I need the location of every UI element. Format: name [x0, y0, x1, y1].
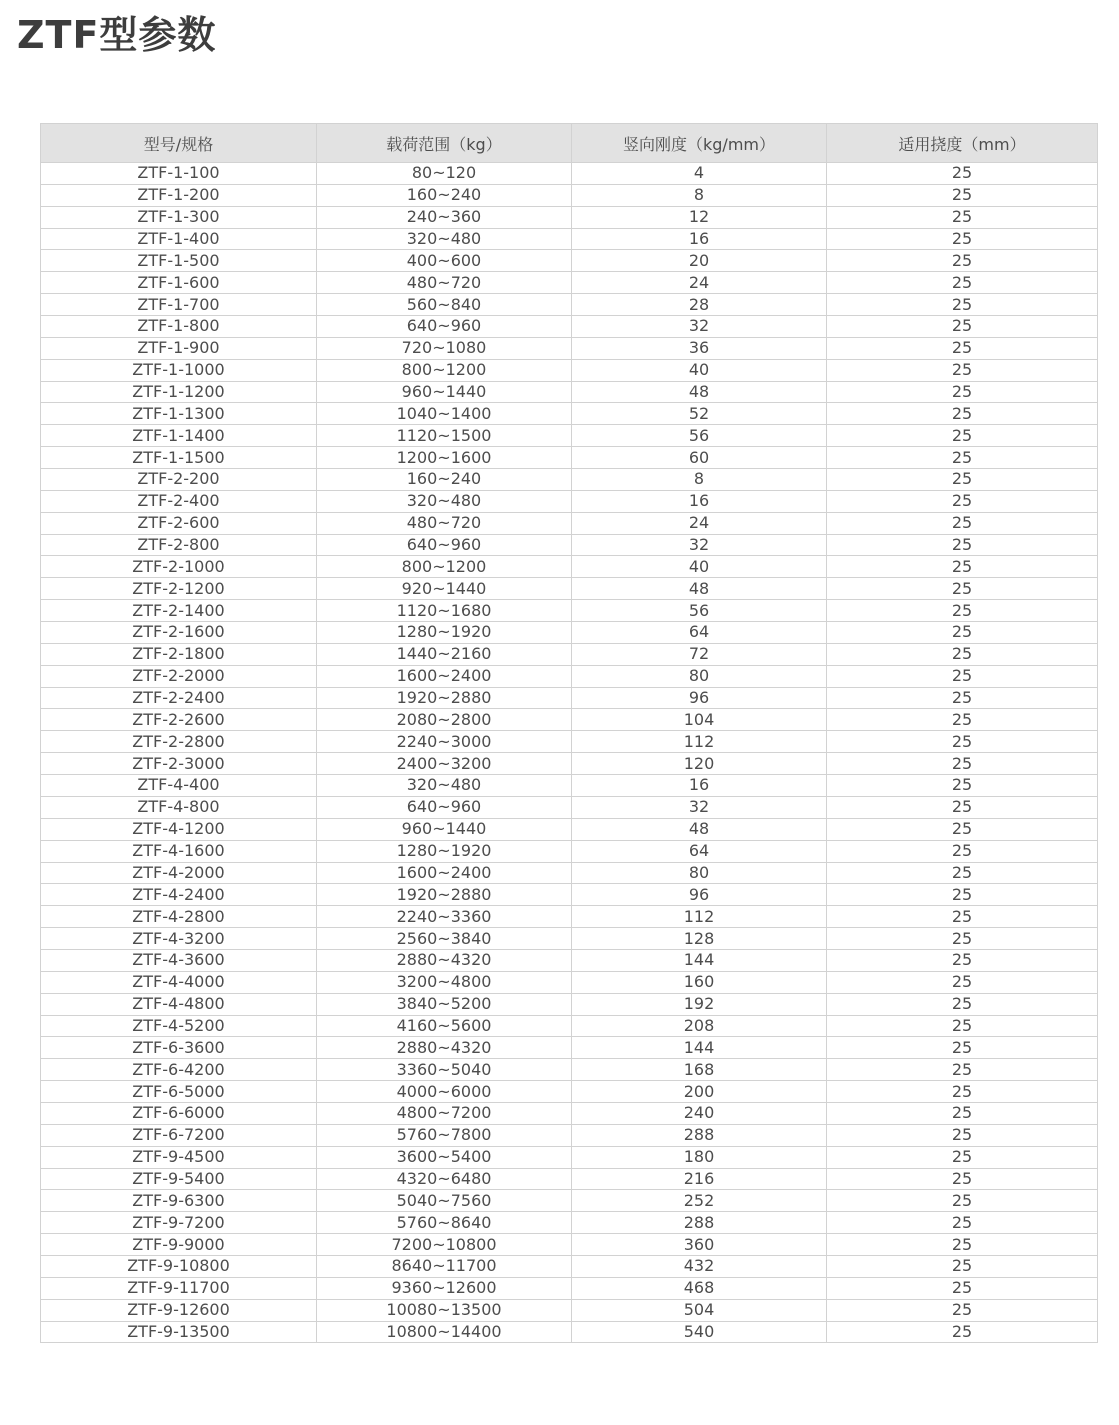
cell-load-range: 800~1200	[317, 556, 572, 578]
cell-load-range: 4000~6000	[317, 1081, 572, 1103]
table-row	[41, 534, 1098, 556]
cell-applicable-deflection: 25	[827, 600, 1098, 622]
cell-load-range: 320~480	[317, 490, 572, 512]
table-row	[41, 993, 1098, 1015]
cell-model-spec: ZTF-4-800	[41, 796, 317, 818]
cell-load-range: 960~1440	[317, 818, 572, 840]
cell-vertical-stiffness: 168	[572, 1059, 827, 1081]
cell-load-range: 480~720	[317, 512, 572, 534]
cell-load-range: 7200~10800	[317, 1234, 572, 1256]
cell-vertical-stiffness: 288	[572, 1124, 827, 1146]
cell-applicable-deflection: 25	[827, 731, 1098, 753]
cell-model-spec: ZTF-1-200	[41, 184, 317, 206]
table-row	[41, 840, 1098, 862]
cell-applicable-deflection: 25	[827, 1168, 1098, 1190]
cell-applicable-deflection: 25	[827, 294, 1098, 316]
cell-load-range: 320~480	[317, 228, 572, 250]
cell-applicable-deflection: 25	[827, 184, 1098, 206]
cell-applicable-deflection: 25	[827, 490, 1098, 512]
table-row	[41, 359, 1098, 381]
cell-model-spec: ZTF-4-2000	[41, 862, 317, 884]
cell-applicable-deflection: 25	[827, 949, 1098, 971]
cell-load-range: 1200~1600	[317, 447, 572, 469]
cell-applicable-deflection: 25	[827, 163, 1098, 185]
cell-model-spec: ZTF-9-9000	[41, 1234, 317, 1256]
cell-load-range: 4800~7200	[317, 1102, 572, 1124]
cell-model-spec: ZTF-1-400	[41, 228, 317, 250]
cell-applicable-deflection: 25	[827, 665, 1098, 687]
table-row	[41, 294, 1098, 316]
header-applicable-deflection: 适用挠度（mm）	[827, 124, 1098, 163]
cell-load-range: 5040~7560	[317, 1190, 572, 1212]
cell-model-spec: ZTF-4-4800	[41, 993, 317, 1015]
cell-model-spec: ZTF-1-600	[41, 272, 317, 294]
table-row	[41, 665, 1098, 687]
table-row	[41, 447, 1098, 469]
cell-load-range: 4320~6480	[317, 1168, 572, 1190]
cell-applicable-deflection: 25	[827, 337, 1098, 359]
table-row	[41, 753, 1098, 775]
cell-model-spec: ZTF-9-7200	[41, 1212, 317, 1234]
table-body	[41, 163, 1098, 1343]
table-row	[41, 250, 1098, 272]
cell-vertical-stiffness: 104	[572, 709, 827, 731]
cell-vertical-stiffness: 56	[572, 425, 827, 447]
cell-load-range: 160~240	[317, 469, 572, 491]
table-row	[41, 622, 1098, 644]
cell-model-spec: ZTF-2-1000	[41, 556, 317, 578]
cell-model-spec: ZTF-2-1400	[41, 600, 317, 622]
cell-vertical-stiffness: 192	[572, 993, 827, 1015]
cell-applicable-deflection: 25	[827, 862, 1098, 884]
table-row	[41, 316, 1098, 338]
cell-applicable-deflection: 25	[827, 556, 1098, 578]
cell-applicable-deflection: 25	[827, 687, 1098, 709]
cell-model-spec: ZTF-1-1500	[41, 447, 317, 469]
cell-applicable-deflection: 25	[827, 272, 1098, 294]
table-row	[41, 1059, 1098, 1081]
cell-load-range: 1600~2400	[317, 862, 572, 884]
cell-load-range: 1280~1920	[317, 840, 572, 862]
cell-vertical-stiffness: 112	[572, 731, 827, 753]
cell-vertical-stiffness: 32	[572, 796, 827, 818]
table-row	[41, 272, 1098, 294]
cell-vertical-stiffness: 12	[572, 206, 827, 228]
cell-applicable-deflection: 25	[827, 884, 1098, 906]
table-row	[41, 643, 1098, 665]
cell-applicable-deflection: 25	[827, 447, 1098, 469]
cell-vertical-stiffness: 112	[572, 906, 827, 928]
cell-load-range: 2400~3200	[317, 753, 572, 775]
table-row	[41, 731, 1098, 753]
table-row	[41, 381, 1098, 403]
cell-applicable-deflection: 25	[827, 1146, 1098, 1168]
cell-applicable-deflection: 25	[827, 512, 1098, 534]
cell-vertical-stiffness: 64	[572, 840, 827, 862]
cell-model-spec: ZTF-9-13500	[41, 1321, 317, 1343]
table-row	[41, 403, 1098, 425]
cell-model-spec: ZTF-9-6300	[41, 1190, 317, 1212]
table-row	[41, 228, 1098, 250]
cell-applicable-deflection: 25	[827, 316, 1098, 338]
cell-applicable-deflection: 25	[827, 622, 1098, 644]
cell-applicable-deflection: 25	[827, 425, 1098, 447]
cell-vertical-stiffness: 200	[572, 1081, 827, 1103]
cell-applicable-deflection: 25	[827, 1255, 1098, 1277]
cell-model-spec: ZTF-2-2400	[41, 687, 317, 709]
cell-applicable-deflection: 25	[827, 534, 1098, 556]
table-row	[41, 928, 1098, 950]
cell-model-spec: ZTF-2-3000	[41, 753, 317, 775]
cell-load-range: 640~960	[317, 534, 572, 556]
cell-load-range: 1280~1920	[317, 622, 572, 644]
cell-model-spec: ZTF-4-3200	[41, 928, 317, 950]
cell-load-range: 240~360	[317, 206, 572, 228]
cell-applicable-deflection: 25	[827, 469, 1098, 491]
header-load-range: 载荷范围（kg）	[317, 124, 572, 163]
cell-load-range: 2560~3840	[317, 928, 572, 950]
cell-model-spec: ZTF-4-4000	[41, 971, 317, 993]
cell-applicable-deflection: 25	[827, 1059, 1098, 1081]
cell-load-range: 2080~2800	[317, 709, 572, 731]
cell-applicable-deflection: 25	[827, 1015, 1098, 1037]
cell-load-range: 960~1440	[317, 381, 572, 403]
cell-model-spec: ZTF-2-2000	[41, 665, 317, 687]
cell-model-spec: ZTF-2-1200	[41, 578, 317, 600]
cell-model-spec: ZTF-6-6000	[41, 1102, 317, 1124]
cell-vertical-stiffness: 32	[572, 316, 827, 338]
cell-applicable-deflection: 25	[827, 1277, 1098, 1299]
cell-model-spec: ZTF-1-800	[41, 316, 317, 338]
cell-applicable-deflection: 25	[827, 928, 1098, 950]
cell-vertical-stiffness: 96	[572, 884, 827, 906]
cell-model-spec: ZTF-4-400	[41, 775, 317, 797]
cell-model-spec: ZTF-1-1300	[41, 403, 317, 425]
cell-load-range: 80~120	[317, 163, 572, 185]
cell-load-range: 2240~3000	[317, 731, 572, 753]
cell-vertical-stiffness: 288	[572, 1212, 827, 1234]
cell-model-spec: ZTF-9-4500	[41, 1146, 317, 1168]
cell-vertical-stiffness: 72	[572, 643, 827, 665]
table-row	[41, 1102, 1098, 1124]
cell-applicable-deflection: 25	[827, 709, 1098, 731]
cell-vertical-stiffness: 8	[572, 469, 827, 491]
table-row	[41, 1299, 1098, 1321]
table-row	[41, 1146, 1098, 1168]
cell-load-range: 3840~5200	[317, 993, 572, 1015]
cell-vertical-stiffness: 36	[572, 337, 827, 359]
cell-applicable-deflection: 25	[827, 1102, 1098, 1124]
cell-model-spec: ZTF-2-800	[41, 534, 317, 556]
cell-model-spec: ZTF-6-4200	[41, 1059, 317, 1081]
table-row	[41, 1234, 1098, 1256]
table-row	[41, 1212, 1098, 1234]
table-row	[41, 490, 1098, 512]
table-row	[41, 1037, 1098, 1059]
cell-vertical-stiffness: 468	[572, 1277, 827, 1299]
cell-load-range: 8640~11700	[317, 1255, 572, 1277]
table-row	[41, 1015, 1098, 1037]
cell-load-range: 2240~3360	[317, 906, 572, 928]
cell-applicable-deflection: 25	[827, 1124, 1098, 1146]
table-row	[41, 906, 1098, 928]
cell-applicable-deflection: 25	[827, 1321, 1098, 1343]
cell-model-spec: ZTF-2-1600	[41, 622, 317, 644]
cell-load-range: 4160~5600	[317, 1015, 572, 1037]
cell-applicable-deflection: 25	[827, 1234, 1098, 1256]
cell-model-spec: ZTF-9-10800	[41, 1255, 317, 1277]
cell-model-spec: ZTF-1-900	[41, 337, 317, 359]
cell-load-range: 10080~13500	[317, 1299, 572, 1321]
cell-model-spec: ZTF-6-5000	[41, 1081, 317, 1103]
cell-model-spec: ZTF-1-1000	[41, 359, 317, 381]
cell-load-range: 1600~2400	[317, 665, 572, 687]
cell-model-spec: ZTF-4-2400	[41, 884, 317, 906]
cell-vertical-stiffness: 28	[572, 294, 827, 316]
cell-vertical-stiffness: 360	[572, 1234, 827, 1256]
cell-vertical-stiffness: 48	[572, 818, 827, 840]
cell-load-range: 3600~5400	[317, 1146, 572, 1168]
cell-vertical-stiffness: 120	[572, 753, 827, 775]
table-row	[41, 971, 1098, 993]
cell-load-range: 800~1200	[317, 359, 572, 381]
cell-load-range: 1120~1680	[317, 600, 572, 622]
table-row	[41, 796, 1098, 818]
cell-load-range: 920~1440	[317, 578, 572, 600]
cell-model-spec: ZTF-4-3600	[41, 949, 317, 971]
header-vertical-stiffness: 竖向刚度（kg/mm）	[572, 124, 827, 163]
cell-model-spec: ZTF-2-400	[41, 490, 317, 512]
table-row	[41, 1190, 1098, 1212]
cell-model-spec: ZTF-9-11700	[41, 1277, 317, 1299]
cell-model-spec: ZTF-2-2800	[41, 731, 317, 753]
cell-applicable-deflection: 25	[827, 1212, 1098, 1234]
cell-applicable-deflection: 25	[827, 993, 1098, 1015]
cell-vertical-stiffness: 40	[572, 556, 827, 578]
cell-model-spec: ZTF-4-5200	[41, 1015, 317, 1037]
cell-load-range: 400~600	[317, 250, 572, 272]
table-header	[41, 124, 1098, 163]
cell-load-range: 2880~4320	[317, 1037, 572, 1059]
cell-load-range: 1920~2880	[317, 884, 572, 906]
cell-load-range: 560~840	[317, 294, 572, 316]
cell-vertical-stiffness: 4	[572, 163, 827, 185]
table-row	[41, 469, 1098, 491]
table-row	[41, 1277, 1098, 1299]
cell-model-spec: ZTF-2-1800	[41, 643, 317, 665]
cell-vertical-stiffness: 64	[572, 622, 827, 644]
cell-vertical-stiffness: 52	[572, 403, 827, 425]
header-row	[41, 124, 1098, 163]
cell-vertical-stiffness: 208	[572, 1015, 827, 1037]
cell-vertical-stiffness: 180	[572, 1146, 827, 1168]
cell-model-spec: ZTF-4-2800	[41, 906, 317, 928]
cell-vertical-stiffness: 504	[572, 1299, 827, 1321]
cell-vertical-stiffness: 252	[572, 1190, 827, 1212]
cell-model-spec: ZTF-6-7200	[41, 1124, 317, 1146]
cell-applicable-deflection: 25	[827, 971, 1098, 993]
cell-load-range: 3360~5040	[317, 1059, 572, 1081]
table-row	[41, 709, 1098, 731]
table-row	[41, 818, 1098, 840]
cell-model-spec: ZTF-1-100	[41, 163, 317, 185]
table-row	[41, 206, 1098, 228]
cell-vertical-stiffness: 20	[572, 250, 827, 272]
cell-model-spec: ZTF-1-700	[41, 294, 317, 316]
cell-vertical-stiffness: 144	[572, 949, 827, 971]
table-row	[41, 884, 1098, 906]
cell-vertical-stiffness: 540	[572, 1321, 827, 1343]
cell-applicable-deflection: 25	[827, 1299, 1098, 1321]
cell-vertical-stiffness: 48	[572, 578, 827, 600]
cell-model-spec: ZTF-6-3600	[41, 1037, 317, 1059]
cell-load-range: 10800~14400	[317, 1321, 572, 1343]
table-row	[41, 1321, 1098, 1343]
cell-load-range: 3200~4800	[317, 971, 572, 993]
cell-model-spec: ZTF-2-200	[41, 469, 317, 491]
cell-load-range: 640~960	[317, 796, 572, 818]
table-row	[41, 184, 1098, 206]
page-title: ZTF型参数	[17, 13, 217, 57]
cell-applicable-deflection: 25	[827, 250, 1098, 272]
cell-applicable-deflection: 25	[827, 578, 1098, 600]
cell-model-spec: ZTF-1-1200	[41, 381, 317, 403]
table-row	[41, 1124, 1098, 1146]
cell-vertical-stiffness: 128	[572, 928, 827, 950]
cell-applicable-deflection: 25	[827, 403, 1098, 425]
cell-applicable-deflection: 25	[827, 1081, 1098, 1103]
cell-load-range: 320~480	[317, 775, 572, 797]
cell-load-range: 160~240	[317, 184, 572, 206]
cell-applicable-deflection: 25	[827, 906, 1098, 928]
header-model-spec: 型号/规格	[41, 124, 317, 163]
cell-applicable-deflection: 25	[827, 1037, 1098, 1059]
cell-applicable-deflection: 25	[827, 840, 1098, 862]
cell-vertical-stiffness: 56	[572, 600, 827, 622]
cell-vertical-stiffness: 40	[572, 359, 827, 381]
cell-vertical-stiffness: 8	[572, 184, 827, 206]
ztf-parameters-table	[40, 123, 1098, 1343]
cell-model-spec: ZTF-1-300	[41, 206, 317, 228]
table-row	[41, 862, 1098, 884]
table-row	[41, 1168, 1098, 1190]
table-row	[41, 578, 1098, 600]
cell-model-spec: ZTF-4-1600	[41, 840, 317, 862]
table-row	[41, 1255, 1098, 1277]
table-row	[41, 949, 1098, 971]
cell-applicable-deflection: 25	[827, 228, 1098, 250]
cell-applicable-deflection: 25	[827, 359, 1098, 381]
cell-vertical-stiffness: 80	[572, 665, 827, 687]
cell-load-range: 1920~2880	[317, 687, 572, 709]
cell-model-spec: ZTF-9-5400	[41, 1168, 317, 1190]
cell-model-spec: ZTF-1-500	[41, 250, 317, 272]
cell-applicable-deflection: 25	[827, 381, 1098, 403]
table-row	[41, 337, 1098, 359]
cell-vertical-stiffness: 16	[572, 490, 827, 512]
cell-applicable-deflection: 25	[827, 796, 1098, 818]
cell-model-spec: ZTF-4-1200	[41, 818, 317, 840]
table-row	[41, 600, 1098, 622]
cell-applicable-deflection: 25	[827, 643, 1098, 665]
cell-load-range: 1120~1500	[317, 425, 572, 447]
table-row	[41, 512, 1098, 534]
cell-vertical-stiffness: 24	[572, 512, 827, 534]
cell-applicable-deflection: 25	[827, 206, 1098, 228]
cell-model-spec: ZTF-2-2600	[41, 709, 317, 731]
cell-applicable-deflection: 25	[827, 753, 1098, 775]
cell-vertical-stiffness: 216	[572, 1168, 827, 1190]
cell-vertical-stiffness: 240	[572, 1102, 827, 1124]
cell-vertical-stiffness: 96	[572, 687, 827, 709]
cell-vertical-stiffness: 24	[572, 272, 827, 294]
table-row	[41, 556, 1098, 578]
cell-applicable-deflection: 25	[827, 1190, 1098, 1212]
cell-vertical-stiffness: 432	[572, 1255, 827, 1277]
cell-load-range: 640~960	[317, 316, 572, 338]
cell-model-spec: ZTF-2-600	[41, 512, 317, 534]
cell-vertical-stiffness: 32	[572, 534, 827, 556]
table-row	[41, 425, 1098, 447]
table-row	[41, 163, 1098, 185]
cell-vertical-stiffness: 160	[572, 971, 827, 993]
cell-vertical-stiffness: 60	[572, 447, 827, 469]
cell-model-spec: ZTF-1-1400	[41, 425, 317, 447]
table-row	[41, 775, 1098, 797]
cell-vertical-stiffness: 48	[572, 381, 827, 403]
cell-load-range: 2880~4320	[317, 949, 572, 971]
cell-model-spec: ZTF-9-12600	[41, 1299, 317, 1321]
cell-load-range: 5760~7800	[317, 1124, 572, 1146]
cell-load-range: 1440~2160	[317, 643, 572, 665]
table-row	[41, 1081, 1098, 1103]
table-row	[41, 687, 1098, 709]
cell-vertical-stiffness: 144	[572, 1037, 827, 1059]
cell-vertical-stiffness: 80	[572, 862, 827, 884]
cell-load-range: 1040~1400	[317, 403, 572, 425]
cell-load-range: 720~1080	[317, 337, 572, 359]
cell-applicable-deflection: 25	[827, 818, 1098, 840]
cell-vertical-stiffness: 16	[572, 775, 827, 797]
cell-applicable-deflection: 25	[827, 775, 1098, 797]
cell-load-range: 9360~12600	[317, 1277, 572, 1299]
cell-load-range: 5760~8640	[317, 1212, 572, 1234]
cell-load-range: 480~720	[317, 272, 572, 294]
cell-vertical-stiffness: 16	[572, 228, 827, 250]
